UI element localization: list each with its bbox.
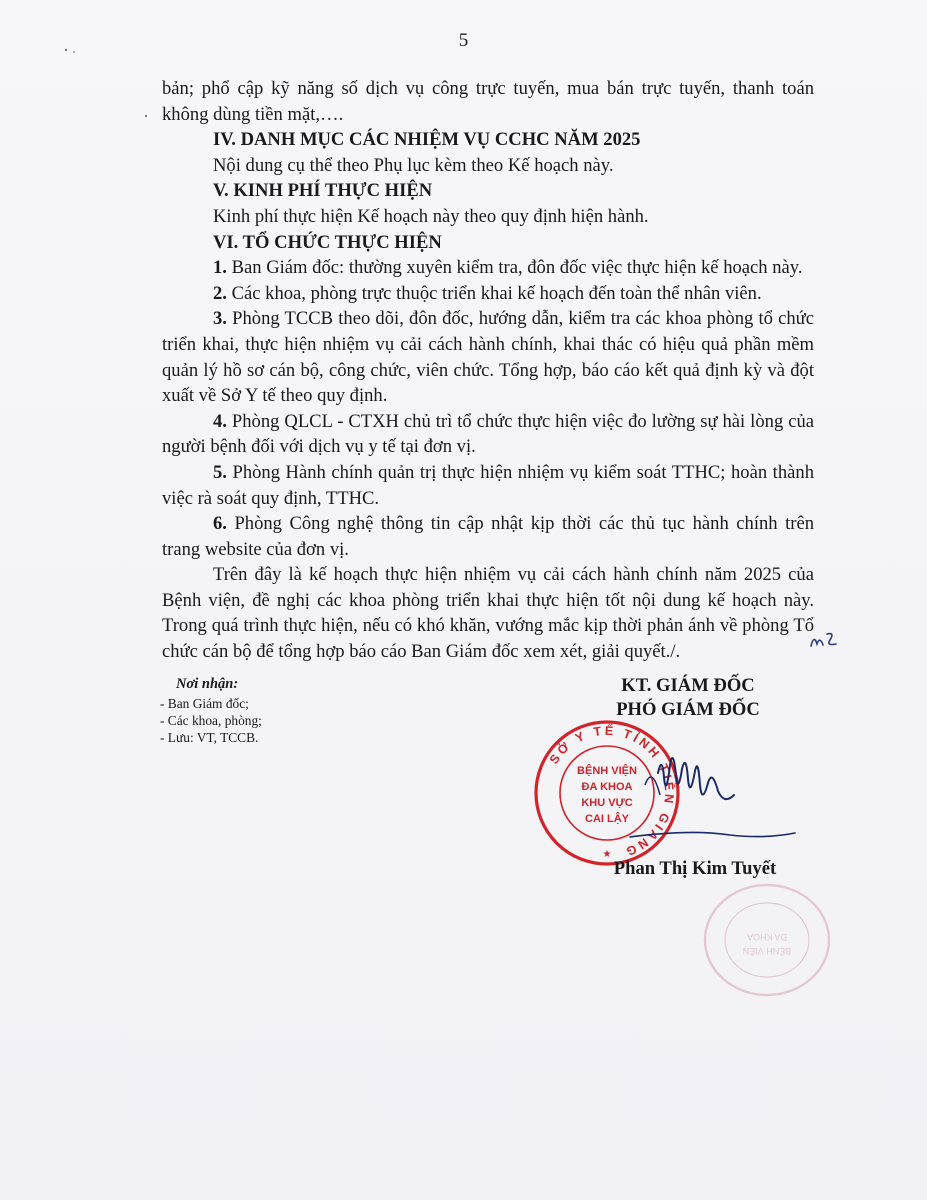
task-number: 3. (213, 308, 227, 330)
task-item-1 (162, 255, 814, 281)
task-item-4 (162, 409, 814, 460)
recipient-item: - Ban Giám đốc; (160, 696, 249, 711)
task-number: 5. (213, 461, 227, 483)
task-item-5 (162, 460, 814, 511)
task-item-2 (162, 281, 814, 307)
recipient-item: - Các khoa, phòng; (160, 713, 262, 728)
task-text: Ban Giám đốc: thường xuyên kiểm tra, đôn đốc việc thực hiện kế hoạch này. (226, 257, 803, 279)
signer-name: Phan Thị Kim Tuyết (613, 858, 777, 879)
task-number: 2. (213, 282, 227, 304)
closing-paragraph: Trên đây là kế hoạch thực hiện nhiệm vụ cải cách hành chính năm 2025 của Bệnh viện, đề nghị các khoa phòng triển khai thực hiện tốt nội dung kế hoạch này. Trong quá trình thực hiện, nếu có khó khăn, vướng mắc kịp thời phản ánh về phòng Tổ chức cán bộ để tổng hợp báo cáo Ban Giám đốc xem xét, giải quyết./. (162, 564, 814, 663)
section-iv-text: Nội dung cụ thể theo Phụ lục kèm theo Kế hoạch này. (213, 154, 614, 176)
section-vi-heading: VI. TỔ CHỨC THỰC HIỆN (213, 231, 442, 253)
seal-center-line-4: CAI LẬY (585, 813, 629, 825)
task-text: Các khoa, phòng trực thuộc triển khai kế hoạch đến toàn thể nhân viên. (226, 282, 762, 304)
section-v-heading: V. KINH PHÍ THỰC HIỆN (213, 180, 433, 202)
task-number: 1. (213, 257, 227, 279)
section-iv-heading: IV. DANH MỤC CÁC NHIỆM VỤ CCHC NĂM 2025 (213, 129, 641, 151)
task-text: Phòng TCCB theo dõi, đôn đốc, hướng dẫn, kiểm tra các khoa phòng tổ chức triển khai, thực hiện nhiệm vụ cải cách hành chính, khai thác có hiệu quả phần mềm quản lý hồ sơ cán bộ, công chức, viên chức. Tổng hợp, báo cáo kết quả định kỳ và đột xuất về Sở Y tế theo quy định. (162, 308, 814, 407)
signer-title: PHÓ GIÁM ĐỐC (616, 699, 760, 720)
bleed-through-text: ĐA KHOA (746, 932, 788, 942)
signer-authority: KT. GIÁM ĐỐC (621, 675, 755, 696)
task-text: Phòng QLCL - CTXH chủ trì tổ chức thực hiện việc đo lường sự hài lòng của người bệnh đối với dịch vụ y tế tại đơn vị. (162, 410, 814, 458)
seal-center-line-3: KHU VỰC (581, 797, 633, 809)
scan-speck (60, 40, 100, 60)
seal-star-icon: ★ (602, 849, 612, 860)
recipients-block (160, 676, 420, 746)
handwritten-initials (808, 628, 848, 652)
task-text: Phòng Công nghệ thông tin cập nhật kịp thời các thủ tục hành chính trên trang website của đơn vị. (162, 513, 814, 560)
document-body (162, 76, 814, 665)
scan-speck (140, 110, 152, 122)
seal-center-line-1: BỆNH VIỆN (577, 765, 637, 777)
handwritten-signature (600, 725, 800, 865)
recipients-list (160, 695, 420, 746)
recipient-item: - Lưu: VT, TCCB. (160, 730, 259, 745)
task-item-6 (162, 511, 814, 562)
bleed-through-stamp (700, 880, 835, 1000)
section-v-text: Kinh phí thực hiện Kế hoạch này theo quy định hiện hành. (213, 205, 649, 227)
task-number: 6. (213, 513, 227, 535)
page-number: 5 (458, 30, 469, 51)
task-number: 4. (213, 410, 227, 432)
task-item-3 (162, 306, 814, 408)
signature-block (598, 674, 778, 722)
bleed-through-text: BỆNH VIỆN (742, 946, 792, 956)
seal-center-line-2: ĐA KHOA (581, 781, 633, 793)
seal-ring-text: SỞ Y TẾ TỈNH TIỀN GIANG (546, 723, 677, 860)
task-text: Phòng Hành chính quản trị thực hiện nhiệm vụ kiểm soát TTHC; hoàn thành việc rà soát quy định, TTHC. (162, 461, 814, 509)
recipients-title: Nơi nhận: (176, 676, 239, 692)
intro-paragraph: bản; phổ cập kỹ năng số dịch vụ công trực tuyến, mua bán trực tuyến, thanh toán không dùng tiền mặt,…. (162, 78, 814, 125)
